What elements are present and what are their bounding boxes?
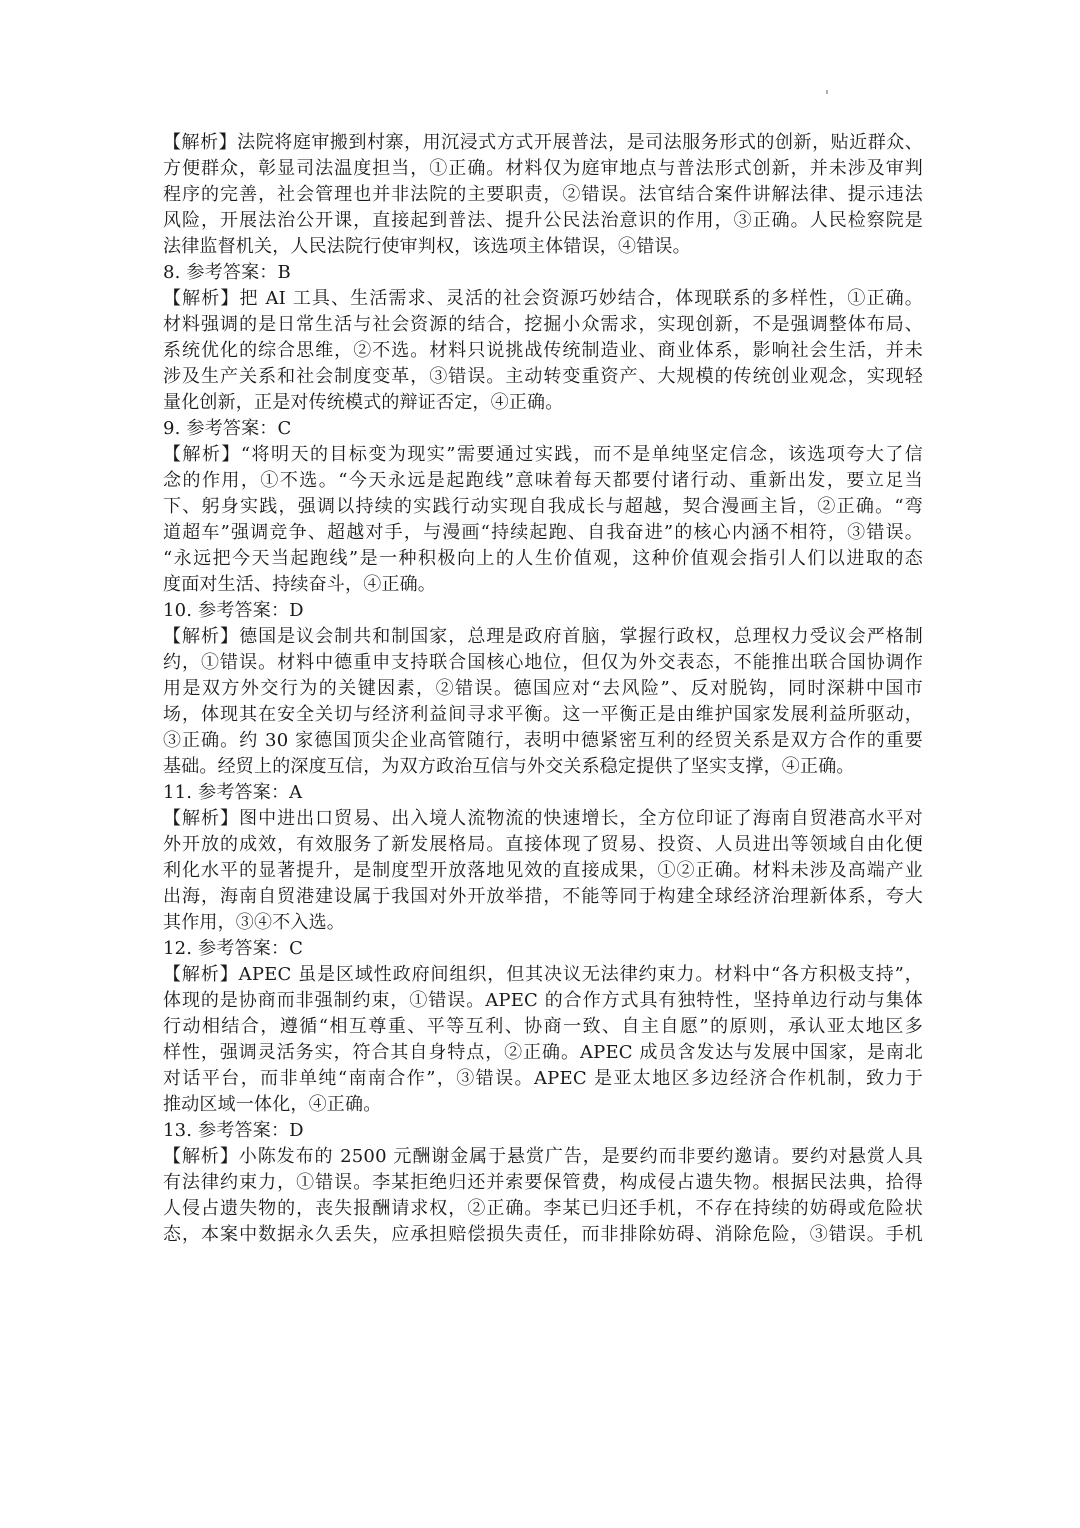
- paragraph-line: 场，体现其在安全关切与经济利益间寻求平衡。这一平衡正是由维护国家发展利益所驱动，: [163, 704, 923, 725]
- answer-line: 10. 参考答案：D: [163, 600, 304, 621]
- answer-line: 9. 参考答案：C: [163, 418, 292, 439]
- paragraph-line: ③正确。约 30 家德国顶尖企业高管随行，表明中德紧密互利的经贸关系是双方合作的重要: [163, 730, 923, 751]
- paragraph-line: 涉及生产关系和社会制度变革，③错误。主动转变重资产、大规模的传统创业观念，实现轻: [163, 366, 923, 387]
- analysis-paragraph: [163, 1144, 923, 1248]
- paragraph-line: 出海，海南自贸港建设属于我国对外开放举措，不能等同于构建全球经济治理新体系，夸大: [163, 886, 923, 907]
- paragraph-line: 人侵占遗失物的，丧失报酬请求权，②正确。李某已归还手机，不存在持续的妨碍或危险状: [163, 1198, 923, 1219]
- paragraph-line: 行动相结合，遵循“相互尊重、平等互利、协商一致、自主自愿”的原则，承认亚太地区多: [163, 1016, 923, 1037]
- paragraph-line: 【解析】APEC 虽是区域性政府间组织，但其决议无法律约束力。材料中“各方积极支持”，: [163, 964, 923, 985]
- paragraph-line: 【解析】把 AI 工具、生活需求、灵活的社会资源巧妙结合，体现联系的多样性，①正确。: [163, 288, 923, 309]
- answer-line: 11. 参考答案：A: [163, 782, 303, 803]
- paragraph-line: 【解析】德国是议会制共和制国家，总理是政府首脑，掌握行政权，总理权力受议会严格制: [163, 626, 923, 647]
- paragraph-line: 【解析】图中进出口贸易、出入境人流物流的快速增长，全方位印证了海南自贸港高水平对: [163, 808, 923, 829]
- paragraph-line: 约，①错误。材料中德重申支持联合国核心地位，但仅为外交表态，不能推出联合国协调作: [163, 652, 923, 673]
- paragraph-line: 【解析】小陈发布的 2500 元酬谢金属于悬赏广告，是要约而非要约邀请。要约对悬赏人具: [163, 1146, 923, 1167]
- analysis-paragraph: [163, 806, 923, 936]
- paragraph-line: 用是双方外交行为的关键因素，②错误。德国应对“去风险”、反对脱钩，同时深耕中国市: [163, 678, 923, 699]
- paragraph-line: 法律监督机关，人民法院行使审判权，该选项主体错误，④错误。: [163, 236, 691, 257]
- paragraph-line: 系统优化的综合思维，②不选。材料只说挑战传统制造业、商业体系，影响社会生活，并未: [163, 340, 923, 361]
- paragraph-line: 推动区域一体化，④正确。: [163, 1094, 382, 1115]
- paragraph-line: 其作用，③④不入选。: [163, 912, 345, 933]
- paragraph-line: 基础。经贸上的深度互信，为双方政治互信与外交关系稳定提供了坚实支撑，④正确。: [163, 756, 855, 777]
- paragraph-line: “永远把今天当起跑线”是一种积极向上的人生价值观，这种价值观会指引人们以进取的态: [163, 548, 923, 569]
- paragraph-line: 【解析】法院将庭审搬到村寨，用沉浸式方式开展普法，是司法服务形式的创新，贴近群众、: [163, 132, 923, 153]
- paragraph-line: 有法律约束力，①错误。李某拒绝归还并索要保管费，构成侵占遗失物。根据民法典，拾得: [163, 1172, 923, 1193]
- paragraph-line: 外开放的成效，有效服务了新发展格局。直接体现了贸易、投资、人员进出等领域自由化便: [163, 834, 923, 855]
- paragraph-line: 【解析】“将明天的目标变为现实”需要通过实践，而不是单纯坚定信念，该选项夸大了信: [163, 444, 923, 465]
- paragraph-line: 风险，开展法治公开课，直接起到普法、提升公民法治意识的作用，③正确。人民检察院是: [163, 210, 923, 231]
- paragraph-line: 方便群众，彰显司法温度担当，①正确。材料仅为庭审地点与普法形式创新，并未涉及审判: [163, 158, 923, 179]
- answer-line: 12. 参考答案：C: [163, 938, 304, 959]
- analysis-paragraph: [163, 286, 923, 416]
- analysis-paragraph: [163, 624, 923, 780]
- paragraph-line: 量化创新，正是对传统模式的辩证否定，④正确。: [163, 392, 564, 413]
- paragraph-line: 道超车”强调竞争、超越对手，与漫画“持续起跑、自我奋进”的核心内涵不相符，③错误。: [163, 522, 923, 543]
- paragraph-line: 对话平台，而非单纯“南南合作”，③错误。APEC 是亚太地区多边经济合作机制，致力于: [163, 1068, 923, 1089]
- paragraph-line: 材料强调的是日常生活与社会资源的结合，挖掘小众需求，实现创新，不是强调整体布局、: [163, 314, 923, 335]
- paragraph-line: 体现的是协商而非强制约束，①错误。APEC 的合作方式具有独特性，坚持单边行动与集体: [163, 990, 923, 1011]
- paragraph-line: 下、躬身实践，强调以持续的实践行动实现自我成长与超越，契合漫画主旨，②正确。“弯: [163, 496, 923, 517]
- paragraph-line: 利化水平的显著提升，是制度型开放落地见效的直接成果，①②正确。材料未涉及高端产业: [163, 860, 923, 881]
- document-page: [163, 130, 923, 1248]
- answer-line: 8. 参考答案：B: [163, 262, 291, 283]
- paragraph-line: 念的作用，①不选。“今天永远是起跑线”意味着每天都要付诸行动、重新出发，要立足当: [163, 470, 923, 491]
- page-corner-mark: [826, 90, 828, 94]
- paragraph-line: 样性，强调灵活务实，符合其自身特点，②正确。APEC 成员含发达与发展中国家，是南北: [163, 1042, 923, 1063]
- analysis-paragraph: [163, 130, 923, 260]
- analysis-paragraph: [163, 962, 923, 1118]
- paragraph-line: 程序的完善，社会管理也并非法院的主要职责，②错误。法官结合案件讲解法律、提示违法: [163, 184, 923, 205]
- analysis-paragraph: [163, 442, 923, 598]
- paragraph-line: 态，本案中数据永久丢失，应承担赔偿损失责任，而非排除妨碍、消除危险，③错误。手机: [163, 1224, 923, 1245]
- paragraph-line: 度面对生活、持续奋斗，④正确。: [163, 574, 436, 595]
- answer-line: 13. 参考答案：D: [163, 1120, 304, 1141]
